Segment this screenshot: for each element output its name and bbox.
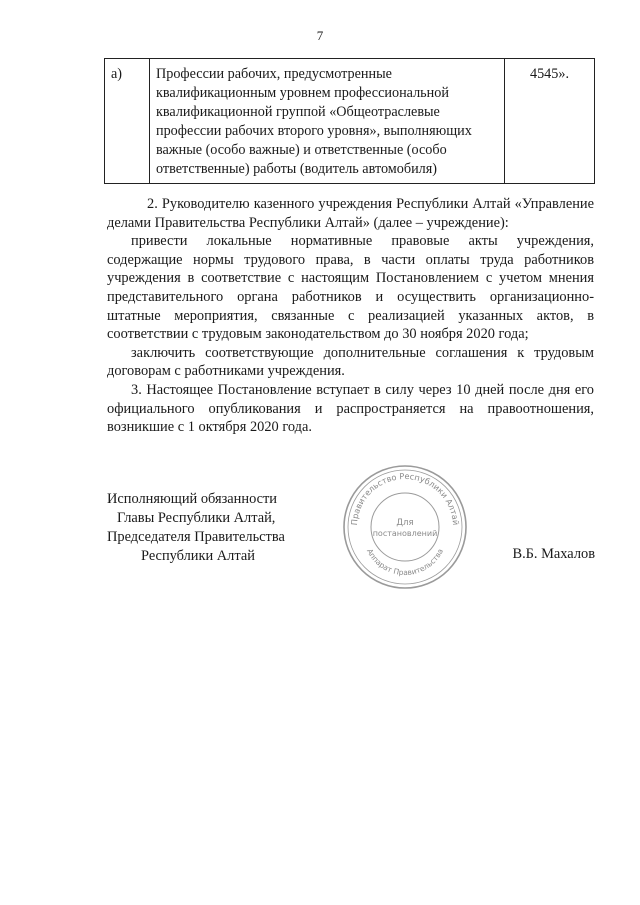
official-stamp [341, 463, 469, 591]
signatory-line-4: Республики Алтай [141, 548, 255, 564]
paragraph-3: 3. Настоящее Постановление вступает в силу через 10 дней после дня его официального опубликования и распространяется на правоотношения, возникшие с 1 октября 2020 года. [107, 381, 594, 436]
table-row [105, 59, 595, 184]
signatory-line-1: Исполняющий обязанности [107, 491, 278, 507]
profession-description: Профессии рабочих, предусмотренные квалификационным уровнем профессиональной квалификационной группой «Общеотраслевые профессии рабочих второго уровня», выполняющих важные (особо важные) и ответственные (особо ответственные) работы (водитель автомобиля) [150, 59, 505, 184]
paragraph-2-item-2: заключить соответствующие дополнительные соглашения к трудовым договорам с работниками учреждения. [107, 344, 594, 380]
document-body [107, 195, 594, 437]
signer-name: В.Б. Махалов [512, 546, 595, 562]
paragraph-2-item-1: привести локальные нормативные правовые акты учреждения, содержащие нормы трудового права, в части оплаты труда работников учреждения в соответствие с настоящим Постановлением с учетом мнения представительного органа работников и осуществить организационно-штатные мероприятия, связанные с реализацией указанных актов, в соответствии с трудовым законодательством до 30 ноября 2020 года; [107, 233, 594, 343]
signatory-title [107, 490, 285, 566]
page-number: 7 [316, 28, 324, 43]
stamp-center-line-1: Для [396, 518, 414, 528]
signatory-line-3: Председателя Правительства [107, 529, 285, 545]
tariff-table [104, 58, 595, 184]
stamp-lower-text: Аппарат Правительства [364, 547, 446, 578]
salary-value: 4545». [505, 59, 595, 184]
stamp-center-line-2: постановлений [372, 529, 438, 538]
signatory-line-2: Главы Республики Алтай, [117, 510, 276, 526]
row-label: а) [105, 59, 150, 184]
paragraph-2: 2. Руководителю казенного учреждения Республики Алтай «Управление делами Правительства Республики Алтай» (далее – учреждение): [107, 196, 594, 231]
stamp-outer-text: Правительство Республики Алтай [348, 470, 462, 526]
